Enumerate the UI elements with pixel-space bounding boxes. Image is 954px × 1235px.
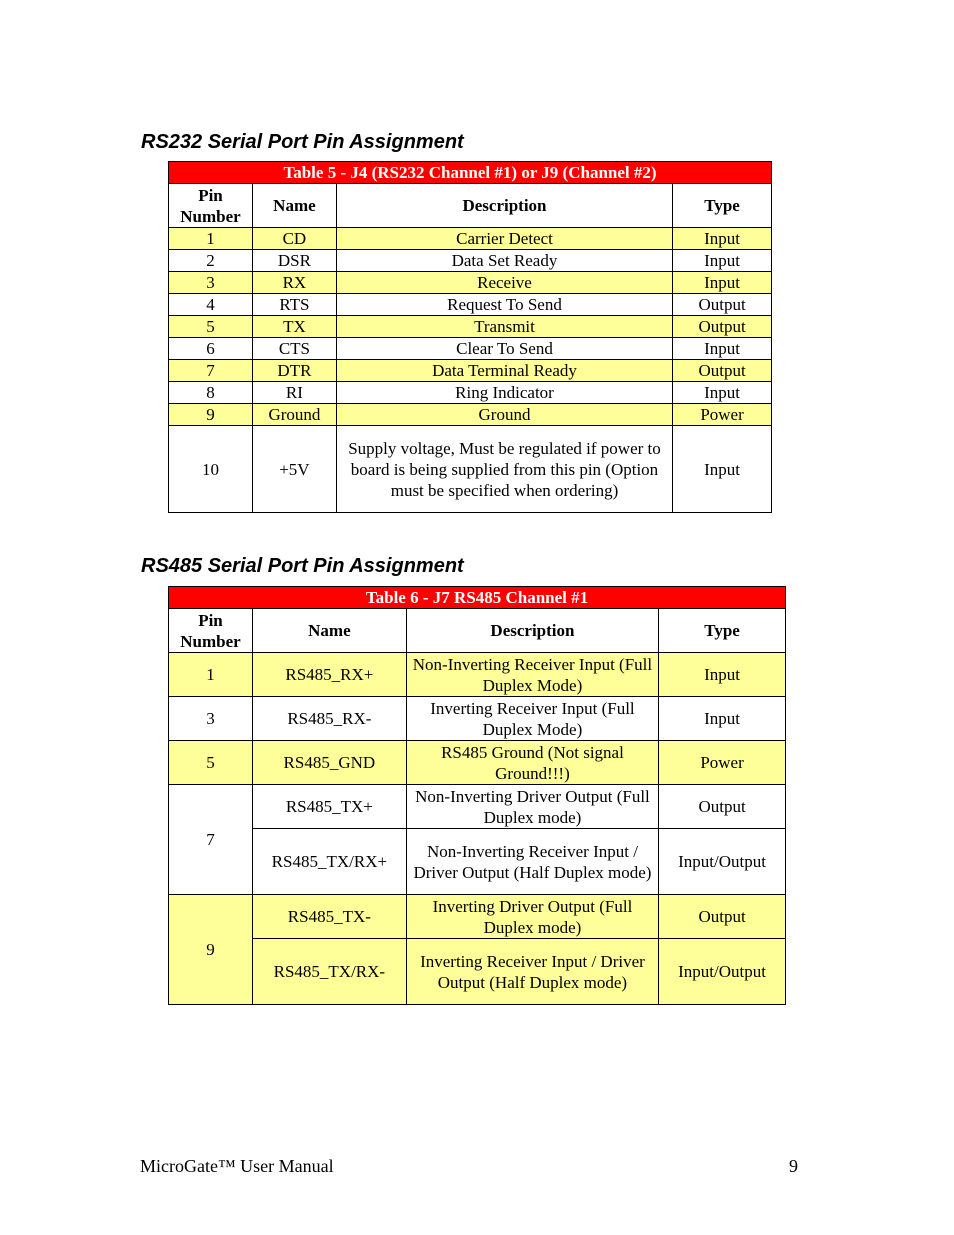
rs232-pin-table: [168, 161, 772, 513]
type-cell: Input: [673, 250, 772, 272]
description-cell: Data Terminal Ready: [336, 360, 672, 382]
table-row: [169, 895, 786, 939]
name-cell: RS485_RX-: [252, 697, 406, 741]
table-row: [169, 272, 772, 294]
table-row: [169, 228, 772, 250]
name-cell: RS485_TX/RX+: [252, 829, 406, 895]
description-cell: Supply voltage, Must be regulated if power to board is being supplied from this pin (Option must be specified when ordering): [336, 426, 672, 513]
pin-cell: 3: [169, 272, 253, 294]
description-cell: Carrier Detect: [336, 228, 672, 250]
description-cell: Receive: [336, 272, 672, 294]
name-cell: RS485_TX+: [252, 785, 406, 829]
pin-cell: 8: [169, 382, 253, 404]
type-cell: Input: [673, 382, 772, 404]
description-cell: Data Set Ready: [336, 250, 672, 272]
type-cell: Input: [673, 228, 772, 250]
pin-cell: 1: [169, 228, 253, 250]
table-row: [169, 316, 772, 338]
description-cell: Inverting Receiver Input / Driver Output (Half Duplex mode): [406, 939, 658, 1005]
table-row: [169, 294, 772, 316]
description-cell: Ring Indicator: [336, 382, 672, 404]
type-cell: Input: [659, 697, 786, 741]
column-header-type: Type: [673, 184, 772, 228]
table-row: [169, 360, 772, 382]
description-cell: Request To Send: [336, 294, 672, 316]
type-cell: Input: [673, 426, 772, 513]
column-header-pin: Pin Number: [169, 609, 253, 653]
table-caption: Table 6 - J7 RS485 Channel #1: [169, 587, 786, 609]
name-cell: RS485_GND: [252, 741, 406, 785]
pin-cell: 4: [169, 294, 253, 316]
name-cell: RS485_RX+: [252, 653, 406, 697]
description-cell: RS485 Ground (Not signal Ground!!!): [406, 741, 658, 785]
footer-title: MicroGate™ User Manual: [140, 1156, 334, 1176]
description-cell: Inverting Receiver Input (Full Duplex Mode): [406, 697, 658, 741]
description-cell: Non-Inverting Receiver Input (Full Duplex Mode): [406, 653, 658, 697]
type-cell: Output: [673, 294, 772, 316]
pin-cell: 5: [169, 741, 253, 785]
pin-cell: 2: [169, 250, 253, 272]
column-header-pin: Pin Number: [169, 184, 253, 228]
table-row: [169, 939, 786, 1005]
description-cell: Ground: [336, 404, 672, 426]
name-cell: CD: [252, 228, 336, 250]
section-heading-rs485: RS485 Serial Port Pin Assignment: [141, 555, 464, 577]
name-cell: RS485_TX/RX-: [252, 939, 406, 1005]
name-cell: RI: [252, 382, 336, 404]
table-caption: Table 5 - J4 (RS232 Channel #1) or J9 (Channel #2): [169, 162, 772, 184]
type-cell: Input: [673, 338, 772, 360]
pin-cell: 7: [169, 360, 253, 382]
column-header-description: Description: [406, 609, 658, 653]
description-cell: Non-Inverting Receiver Input / Driver Output (Half Duplex mode): [406, 829, 658, 895]
pin-cell: 9: [169, 404, 253, 426]
name-cell: RTS: [252, 294, 336, 316]
table-row: [169, 829, 786, 895]
type-cell: Power: [659, 741, 786, 785]
pin-cell: 1: [169, 653, 253, 697]
type-cell: Output: [659, 895, 786, 939]
description-cell: Non-Inverting Driver Output (Full Duplex mode): [406, 785, 658, 829]
description-cell: Inverting Driver Output (Full Duplex mode): [406, 895, 658, 939]
pin-cell: 5: [169, 316, 253, 338]
type-cell: Output: [659, 785, 786, 829]
name-cell: TX: [252, 316, 336, 338]
type-cell: Input: [659, 653, 786, 697]
name-cell: +5V: [252, 426, 336, 513]
rs485-pin-table: [168, 586, 786, 1005]
type-cell: Input: [673, 272, 772, 294]
page-number: 9: [789, 1156, 798, 1176]
pin-cell: 10: [169, 426, 253, 513]
type-cell: Output: [673, 360, 772, 382]
name-cell: Ground: [252, 404, 336, 426]
pin-cell: 3: [169, 697, 253, 741]
column-header-name: Name: [252, 184, 336, 228]
type-cell: Input/Output: [659, 939, 786, 1005]
type-cell: Input/Output: [659, 829, 786, 895]
pin-cell: 9: [169, 895, 253, 1005]
pin-cell: 7: [169, 785, 253, 895]
table-row: [169, 404, 772, 426]
section-heading-rs232: RS232 Serial Port Pin Assignment: [141, 131, 464, 153]
type-cell: Power: [673, 404, 772, 426]
table-row: [169, 741, 786, 785]
table-row: [169, 250, 772, 272]
name-cell: RS485_TX-: [252, 895, 406, 939]
table-row: [169, 426, 772, 513]
name-cell: RX: [252, 272, 336, 294]
table-row: [169, 785, 786, 829]
table-row: [169, 697, 786, 741]
column-header-description: Description: [336, 184, 672, 228]
description-cell: Clear To Send: [336, 338, 672, 360]
name-cell: CTS: [252, 338, 336, 360]
table-row: [169, 382, 772, 404]
description-cell: Transmit: [336, 316, 672, 338]
column-header-name: Name: [252, 609, 406, 653]
type-cell: Output: [673, 316, 772, 338]
column-header-type: Type: [659, 609, 786, 653]
table-row: [169, 338, 772, 360]
pin-cell: 6: [169, 338, 253, 360]
table-row: [169, 653, 786, 697]
name-cell: DSR: [252, 250, 336, 272]
name-cell: DTR: [252, 360, 336, 382]
